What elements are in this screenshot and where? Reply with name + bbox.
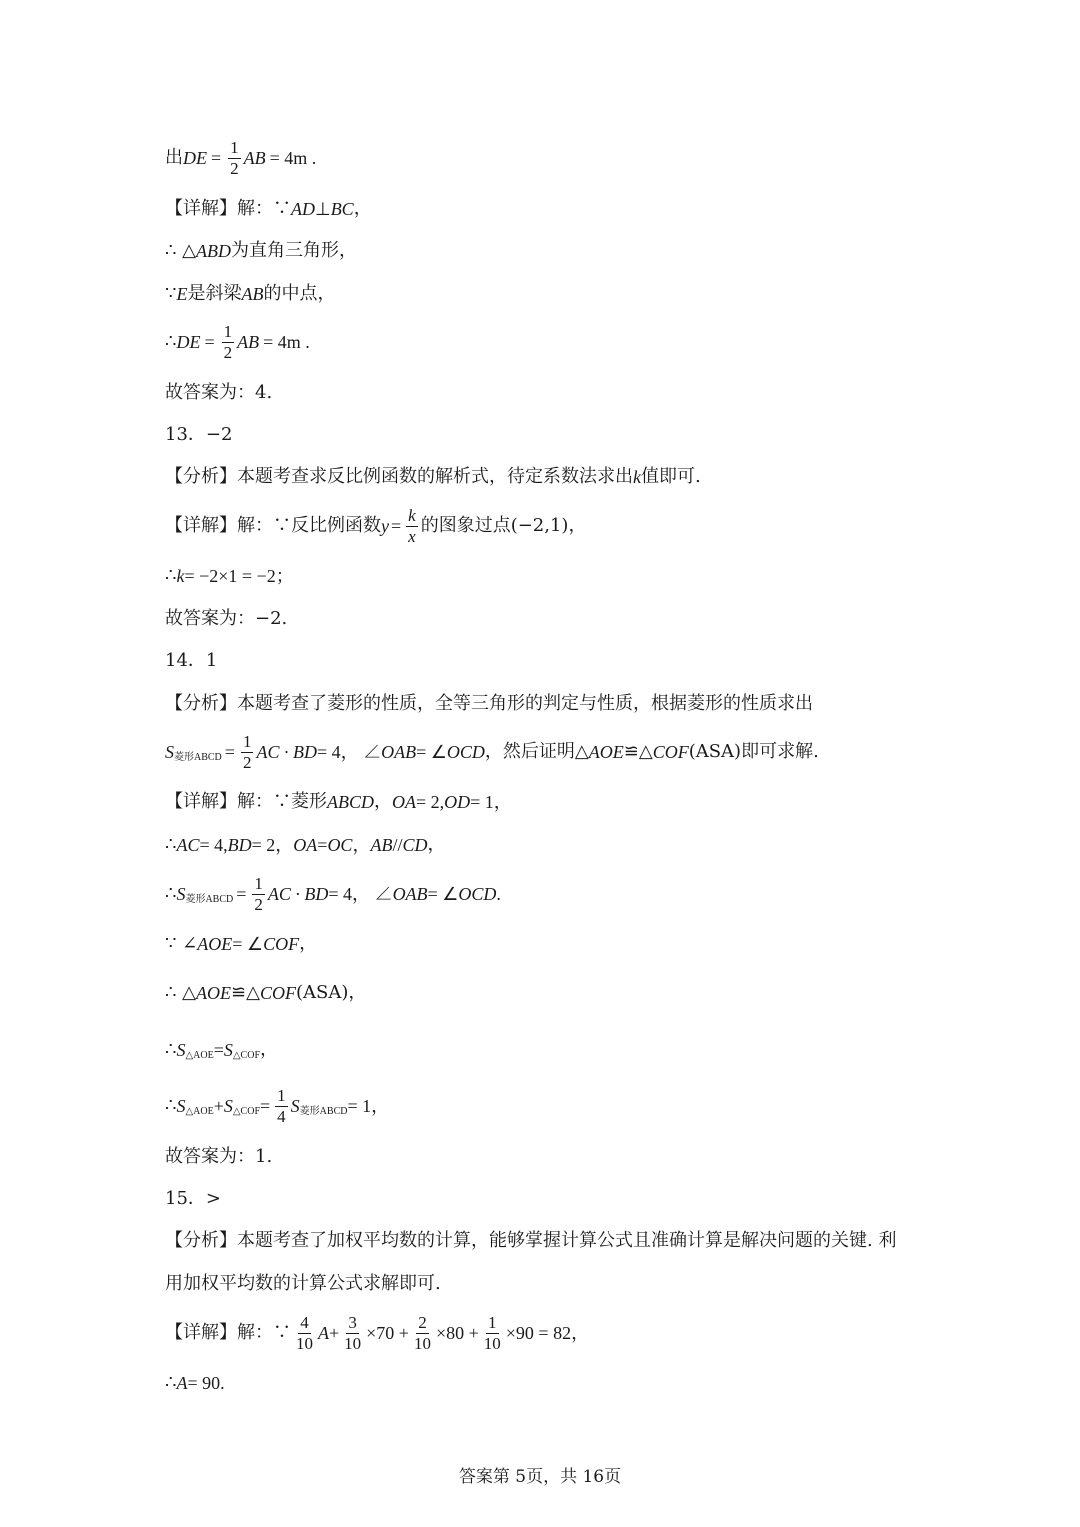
math: DE bbox=[176, 332, 201, 352]
text: = 4m . bbox=[263, 332, 310, 352]
line-16 bbox=[165, 823, 445, 867]
fraction bbox=[228, 139, 241, 178]
subscript: 菱形ABCD bbox=[299, 1106, 348, 1117]
text: ∴ bbox=[165, 883, 177, 904]
line-09 bbox=[165, 504, 586, 548]
subscript: △AOE bbox=[185, 1050, 214, 1061]
text: 故答案为：−2. bbox=[165, 608, 288, 629]
line-22 bbox=[165, 1135, 272, 1179]
fraction-denominator: 10 bbox=[296, 1333, 313, 1353]
text: = bbox=[260, 1096, 271, 1116]
text: 【详解】解：∵菱形 bbox=[165, 791, 327, 812]
fraction-numerator: 1 bbox=[242, 731, 252, 751]
text: ×90 = 82， bbox=[505, 1323, 590, 1343]
text: 【详解】解：∵ bbox=[165, 198, 291, 219]
text: = bbox=[204, 332, 215, 352]
text: ∵ bbox=[165, 283, 177, 304]
text: = 2, bbox=[416, 792, 445, 812]
math: AC bbox=[176, 835, 200, 855]
text: ∴ △ bbox=[165, 240, 197, 261]
fraction-numerator: 2 bbox=[418, 1312, 427, 1332]
math: AB bbox=[241, 284, 264, 304]
text: ∴ bbox=[165, 331, 177, 352]
fraction-denominator: 4 bbox=[277, 1106, 286, 1126]
math: CD bbox=[402, 835, 428, 855]
fraction-denominator: 2 bbox=[230, 158, 239, 178]
line-24 bbox=[165, 1219, 896, 1263]
text: = bbox=[236, 884, 247, 904]
line-26 bbox=[165, 1311, 589, 1355]
text: ⊥ bbox=[315, 199, 331, 219]
line-18 bbox=[165, 922, 317, 966]
fraction-denominator: 10 bbox=[413, 1333, 431, 1353]
math: AB bbox=[243, 148, 266, 168]
text: ∴ △ bbox=[165, 982, 197, 1003]
line-23 bbox=[165, 1177, 221, 1221]
text: ∴ bbox=[165, 1372, 177, 1393]
text: ， bbox=[352, 835, 371, 855]
text: ∴ bbox=[165, 1095, 177, 1116]
text: = −2×1 = −2； bbox=[184, 566, 294, 586]
math: OA bbox=[293, 835, 318, 855]
text: ， bbox=[353, 198, 372, 219]
line-10 bbox=[165, 554, 294, 598]
text: = 4m . bbox=[269, 148, 317, 168]
subscript: △COF bbox=[232, 1106, 261, 1117]
fraction bbox=[482, 1314, 503, 1353]
text: = 4， ∠ bbox=[316, 742, 382, 762]
subscript: 菱形ABCD bbox=[185, 894, 234, 905]
line-01 bbox=[165, 136, 316, 180]
text: . bbox=[496, 884, 501, 904]
math: COF bbox=[652, 742, 689, 762]
math: BC bbox=[330, 199, 354, 219]
math: OCD bbox=[458, 884, 497, 904]
fraction-denominator: 10 bbox=[483, 1333, 501, 1353]
text: ×70 + bbox=[366, 1323, 409, 1343]
text: (ASA)即可求解. bbox=[688, 741, 819, 762]
math: E bbox=[176, 284, 188, 304]
math: OCD bbox=[446, 742, 485, 762]
text: 是斜梁 bbox=[187, 283, 242, 304]
fraction-numerator: 1 bbox=[254, 873, 263, 893]
page-footer: 答案第 5页，共 16页 bbox=[458, 1467, 622, 1487]
line-14 bbox=[165, 730, 819, 774]
text: 用加权平均数的计算公式求解即可. bbox=[165, 1273, 441, 1294]
math: A bbox=[176, 1373, 188, 1393]
fraction bbox=[294, 1314, 315, 1353]
math: S bbox=[176, 1096, 186, 1116]
fraction-denominator: x bbox=[408, 526, 416, 546]
line-06 bbox=[165, 371, 272, 415]
text: ∴ bbox=[165, 565, 177, 586]
fraction-numerator: 4 bbox=[300, 1312, 309, 1332]
fraction-numerator: k bbox=[408, 505, 416, 525]
math: A bbox=[318, 1323, 329, 1343]
text: 【分析】本题考查了菱形的性质，全等三角形的判定与性质，根据菱形的性质求出 bbox=[165, 693, 813, 714]
text: 故答案为：1. bbox=[165, 1146, 273, 1167]
fraction-numerator: 1 bbox=[277, 1085, 286, 1105]
line-05 bbox=[165, 320, 310, 364]
text: 的图象过点(−2,1)， bbox=[420, 515, 587, 536]
text: 故答案为：4. bbox=[165, 382, 273, 403]
question-number: 13．−2 bbox=[165, 424, 233, 445]
math: OA bbox=[392, 792, 416, 812]
fraction-numerator: 1 bbox=[230, 137, 239, 157]
line-19 bbox=[165, 971, 366, 1015]
text: ， bbox=[260, 1039, 279, 1060]
math: AC · BD bbox=[256, 742, 317, 762]
text: // bbox=[392, 835, 403, 855]
math: S bbox=[165, 742, 174, 762]
text: 的中点， bbox=[263, 283, 336, 304]
fraction bbox=[275, 1087, 288, 1126]
text: ， bbox=[374, 791, 392, 812]
fraction bbox=[252, 875, 265, 914]
math: COF bbox=[259, 983, 296, 1003]
text: ≌△ bbox=[231, 982, 260, 1003]
math: AOE bbox=[197, 934, 233, 954]
math: y bbox=[381, 516, 389, 536]
fraction-denominator: 2 bbox=[254, 894, 263, 914]
text: = ∠ bbox=[232, 934, 264, 954]
line-03 bbox=[165, 229, 357, 273]
line-21 bbox=[165, 1084, 389, 1128]
line-04 bbox=[165, 272, 335, 316]
line-20 bbox=[165, 1028, 278, 1072]
text: + bbox=[213, 1096, 224, 1116]
line-17 bbox=[165, 872, 501, 916]
math: OAB bbox=[392, 884, 428, 904]
text: = bbox=[317, 835, 328, 855]
text: = 1， bbox=[470, 792, 512, 812]
text: 为直角三角形， bbox=[231, 240, 358, 261]
math: k bbox=[633, 467, 641, 487]
math: OC bbox=[327, 835, 353, 855]
fraction-numerator: 1 bbox=[223, 321, 233, 341]
fraction-denominator: 10 bbox=[344, 1333, 362, 1353]
fraction bbox=[412, 1314, 433, 1353]
text: ≌△ bbox=[623, 741, 653, 762]
text: = ∠ bbox=[427, 884, 459, 904]
fraction bbox=[241, 733, 254, 772]
math: OD bbox=[444, 792, 471, 812]
math: AC · BD bbox=[267, 884, 329, 904]
math: AB bbox=[237, 332, 260, 352]
math: S bbox=[176, 1040, 186, 1060]
line-08 bbox=[165, 455, 701, 499]
text: (ASA)， bbox=[295, 982, 367, 1003]
fraction bbox=[406, 507, 418, 546]
line-07 bbox=[165, 413, 232, 457]
math: S bbox=[176, 884, 186, 904]
fraction-denominator: 2 bbox=[242, 752, 252, 772]
subscript: 菱形ABCD bbox=[174, 752, 222, 763]
fraction-numerator: 1 bbox=[488, 1312, 497, 1332]
line-25 bbox=[165, 1262, 441, 1306]
text: = bbox=[391, 516, 402, 536]
text: 出 bbox=[165, 147, 183, 168]
math: AD bbox=[291, 199, 315, 219]
text: ∴ bbox=[165, 834, 177, 855]
math: DE bbox=[183, 148, 207, 168]
text: ， bbox=[427, 834, 446, 855]
math: OAB bbox=[381, 742, 417, 762]
line-27 bbox=[165, 1361, 225, 1405]
text: = bbox=[213, 1040, 224, 1060]
subscript: △AOE bbox=[185, 1106, 214, 1117]
text: 【分析】本题考查了加权平均数的计算，能够掌握计算公式且准确计算是解决问题的关键. 利 bbox=[165, 1230, 897, 1251]
text: = 2， bbox=[251, 835, 294, 855]
fraction bbox=[342, 1314, 363, 1353]
question-number: 14．1 bbox=[165, 650, 218, 671]
fraction-denominator: 2 bbox=[223, 342, 233, 362]
math: k bbox=[176, 566, 185, 586]
text: + bbox=[329, 1323, 340, 1343]
text: = 90. bbox=[187, 1373, 225, 1393]
math: COF bbox=[263, 934, 300, 954]
line-13 bbox=[165, 682, 813, 726]
text: 值即可. bbox=[641, 466, 701, 487]
math: ABCD bbox=[327, 792, 374, 812]
text: 【详解】解：∵ bbox=[165, 1322, 291, 1343]
text: ×80 + bbox=[435, 1323, 479, 1343]
text: 【详解】解：∵反比例函数 bbox=[165, 515, 381, 536]
math: S bbox=[290, 1096, 300, 1116]
line-15 bbox=[165, 780, 512, 824]
text: 【分析】本题考查求反比例函数的解析式，待定系数法求出 bbox=[165, 466, 633, 487]
subscript: △COF bbox=[232, 1050, 261, 1061]
text: ∵ ∠ bbox=[165, 933, 198, 954]
text: ， bbox=[299, 933, 318, 954]
text: = 1， bbox=[347, 1096, 390, 1116]
text: = bbox=[224, 742, 235, 762]
math: AB bbox=[370, 835, 393, 855]
question-number: 15．> bbox=[165, 1188, 221, 1209]
math: AOE bbox=[196, 983, 232, 1003]
text: = ∠ bbox=[416, 742, 447, 762]
line-02 bbox=[165, 187, 372, 231]
fraction-numerator: 3 bbox=[348, 1312, 357, 1332]
math: ABD bbox=[196, 241, 232, 261]
math: S bbox=[223, 1040, 233, 1060]
math: BD bbox=[227, 835, 252, 855]
text: ，然后证明△ bbox=[484, 741, 589, 762]
text: = 4, bbox=[199, 835, 228, 855]
fraction bbox=[222, 323, 235, 362]
math: S bbox=[223, 1096, 233, 1116]
line-12 bbox=[165, 639, 217, 683]
line-11 bbox=[165, 597, 287, 641]
math: AOE bbox=[588, 742, 624, 762]
text: ∴ bbox=[165, 1039, 177, 1060]
text: = bbox=[211, 148, 222, 168]
text: = 4， ∠ bbox=[328, 884, 393, 904]
